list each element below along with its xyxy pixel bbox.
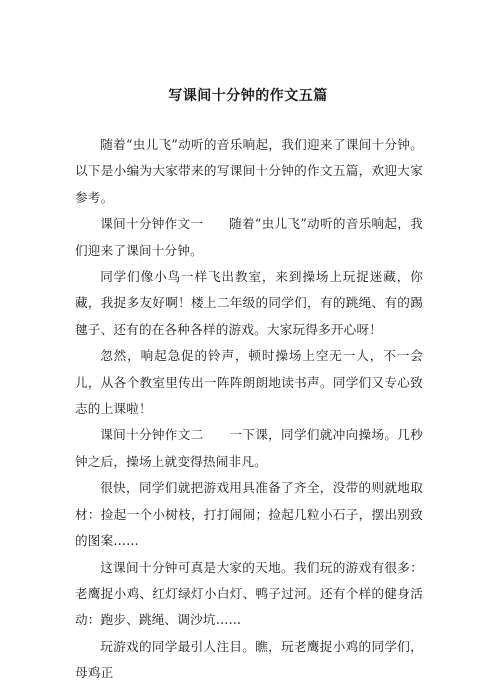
paragraph: 很快，同学们就把游戏用具准备了齐全，没带的则就地取材：捡起一个小树枝，打打闹闹；捡起几粒小石子，摆出别致的图案……	[75, 480, 423, 549]
document-body	[75, 132, 423, 687]
paragraph: 这课间十分钟可真是大家的天地。我们玩的游戏有很多：老鹰捉小鸡、红灯绿灯小白灯、鸭子过河。还有个样的健身活动：跑步、跳绳、调沙坑……	[75, 559, 423, 628]
paragraph: 忽然，响起急促的铃声，顿时操场上空无一人，不一会儿，从各个教室里传出一阵阵朗朗地读书声。同学们又专心致志的上课啦！	[75, 348, 423, 417]
paragraph: 同学们像小鸟一样飞出教室，来到操场上玩捉迷藏，你藏，我捉多友好啊！楼上二年级的同学们，有的跳绳、有的踢毽子、还有的在各种各样的游戏。大家玩得多开心呀！	[75, 269, 423, 337]
paragraph-intro: 随着“虫儿飞”动听的音乐响起，我们迎来了课间十分钟。以下是小编为大家带来的写课间十分钟的作文五篇，欢迎大家参考。	[75, 137, 423, 205]
paragraph-essay-two-heading: 课间十分钟作文二 一下课，同学们就冲向操场。几秒钟之后，操场上就变得热闹非凡。	[75, 427, 423, 469]
paragraph-essay-one-heading: 课间十分钟作文一 随着“虫儿飞”动听的音乐响起，我们迎来了课间十分钟。	[75, 216, 423, 258]
paragraph: 玩游戏的同学最引人注目。瞧，玩老鹰捉小鸡的同学们，母鸡正	[75, 638, 423, 681]
document-title: 写课间十分钟的作文五篇	[168, 88, 328, 104]
